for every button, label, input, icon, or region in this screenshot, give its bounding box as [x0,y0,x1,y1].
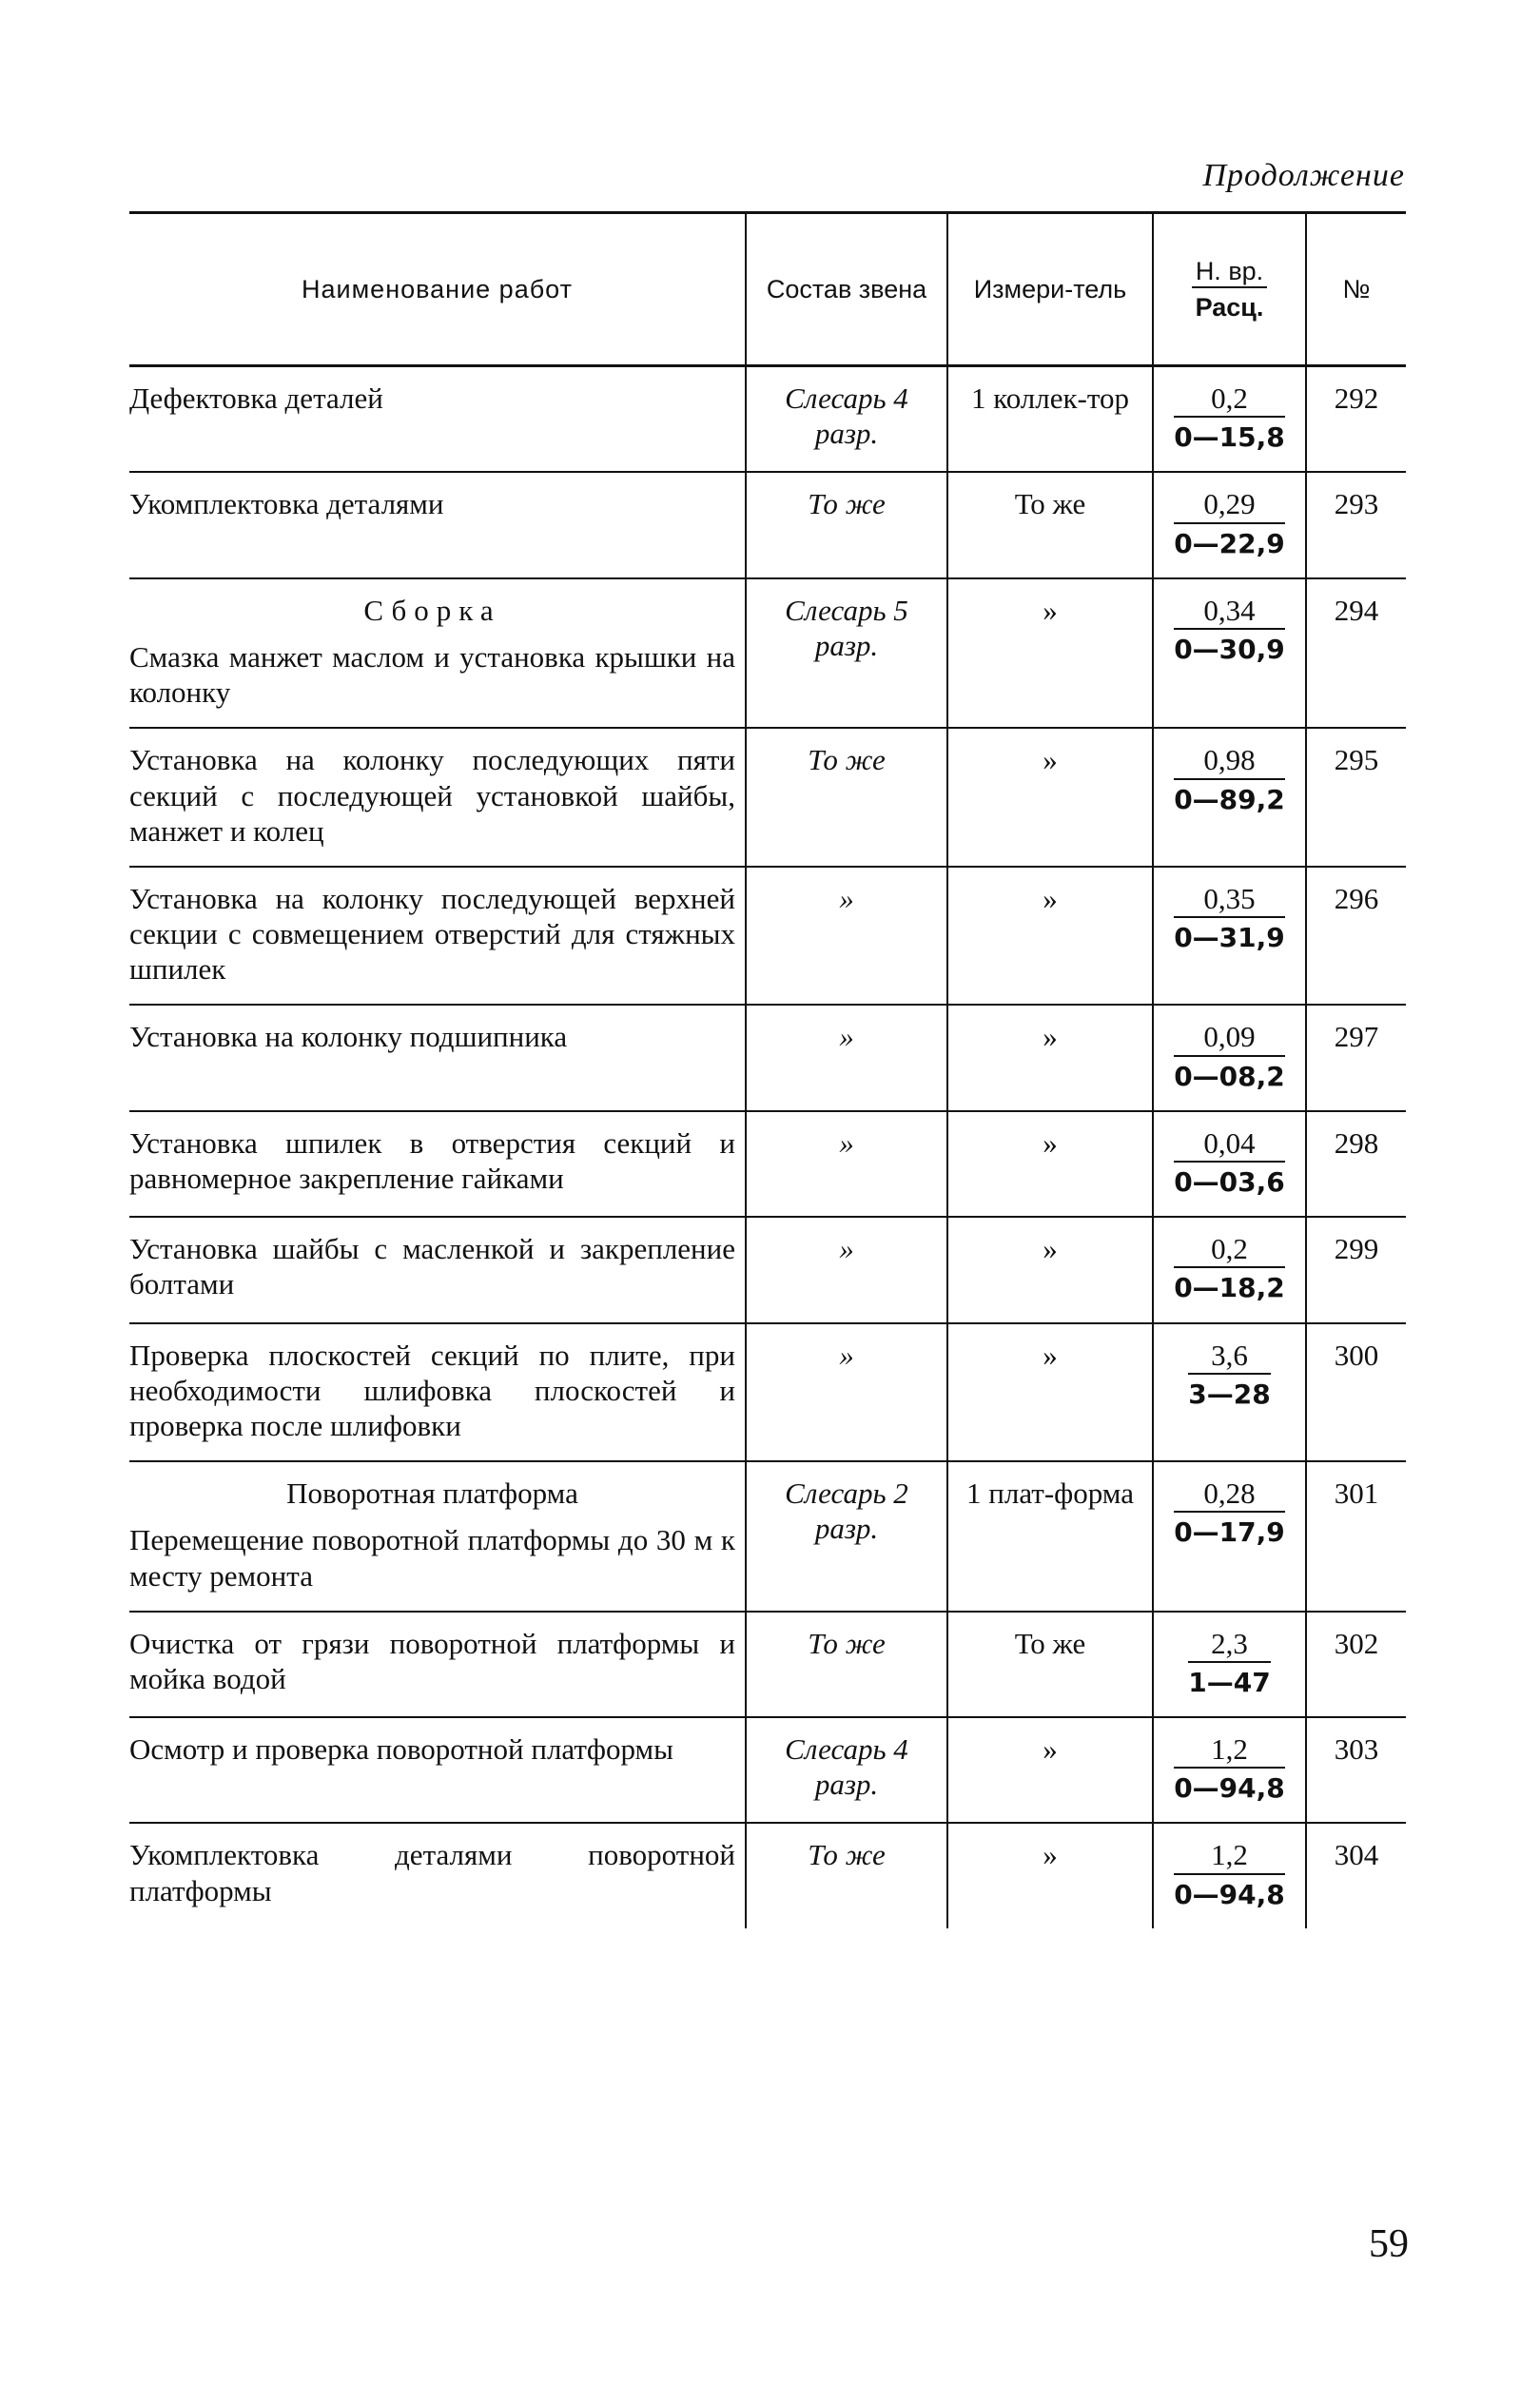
crew-cell: То же [746,728,947,867]
norm-cell [1153,366,1306,473]
meter-cell: » [947,1111,1153,1217]
meter-cell: » [947,1005,1153,1110]
work-name-cell [129,1823,746,1927]
work-name: Укомплектовка деталями поворотной платформы [129,1838,735,1907]
meter-cell: То же [947,472,1153,577]
work-name-cell [129,578,746,729]
item-number: 297 [1306,1005,1406,1110]
table-row [129,1612,1406,1717]
meter-cell: » [947,1217,1153,1322]
norm-time: 0,34 [1174,593,1285,630]
norm-rate: 0—18,2 [1174,1272,1285,1304]
norm-fraction [1174,1125,1285,1199]
crew-cell: » [746,1217,947,1322]
header-number: № [1306,213,1406,366]
crew-cell: То же [746,1612,947,1717]
table-row [129,578,1406,729]
table-row [129,1323,1406,1462]
meter-cell: » [947,1323,1153,1462]
norm-cell [1153,1612,1306,1717]
item-number: 303 [1306,1717,1406,1823]
header-norm-rate: Расц. [1195,293,1264,322]
item-number: 292 [1306,366,1406,473]
norm-time: 2,3 [1188,1626,1270,1663]
item-number: 296 [1306,867,1406,1006]
norm-time: 0,29 [1174,486,1285,523]
header-crew: Состав звена [746,213,947,366]
table-body [129,366,1406,1928]
norm-rate: 3—28 [1188,1378,1271,1410]
header-name: Наименование работ [129,213,746,366]
norm-rate: 0—30,9 [1174,633,1285,665]
norm-cell [1153,867,1306,1006]
item-number: 304 [1306,1823,1406,1927]
meter-cell: » [947,1717,1153,1823]
meter-cell: » [947,728,1153,867]
norm-time: 0,98 [1174,742,1285,779]
table-row [129,867,1406,1006]
header-meter: Измери-тель [947,213,1153,366]
norm-fraction [1174,593,1285,666]
norm-rate: 0—22,9 [1174,527,1285,559]
table-row [129,1823,1406,1927]
meter-cell: » [947,867,1153,1006]
work-name: Дефектовка деталей [129,381,383,415]
work-name-cell [129,1111,746,1217]
item-number: 295 [1306,728,1406,867]
norm-fraction [1174,881,1285,954]
norm-cell [1153,1217,1306,1322]
norm-rate: 0—89,2 [1174,783,1285,815]
norm-fraction [1174,381,1285,454]
table-row [129,1717,1406,1823]
work-name: Очистка от грязи поворотной платформы и мойка водой [129,1626,735,1695]
norm-time: 3,6 [1188,1338,1270,1375]
norm-cell [1153,1323,1306,1462]
norm-fraction [1174,1231,1285,1304]
norm-fraction [1174,1837,1285,1910]
work-name-cell [129,1461,746,1612]
table-header [129,213,1406,366]
norm-time: 0,2 [1174,381,1285,418]
table-row [129,472,1406,577]
section-title: Сборка [363,593,501,627]
work-name: Перемещение поворотной платформы до 30 м к месту ремонта [129,1523,735,1593]
work-name: Укомплектовка деталями [129,487,444,521]
continuation-label: Продолжение [1202,158,1405,193]
crew-cell: То же [746,472,947,577]
norm-cell [1153,1823,1306,1927]
norm-rate: 0—08,2 [1174,1060,1285,1092]
norm-time: 0,09 [1174,1019,1285,1056]
item-number: 294 [1306,578,1406,729]
norm-fraction [1188,1338,1270,1411]
table-row [129,1461,1406,1612]
work-name: Установка на колонку последующих пяти секций с последующей установкой шайбы, манжет и колец [129,743,735,848]
norm-fraction [1174,1731,1285,1805]
norm-fraction [1188,1626,1270,1699]
work-name: Установка на колонку последующей верхней секции с совмещением отверстий для стяжных шпилек [129,881,735,987]
section-title: Поворотная платформа [286,1476,578,1511]
work-name-cell [129,1217,746,1322]
norm-fraction [1174,1476,1285,1549]
work-name-cell [129,1612,746,1717]
item-number: 302 [1306,1612,1406,1717]
norm-cell [1153,472,1306,577]
norm-fraction [1174,1019,1285,1092]
work-name-cell [129,867,746,1006]
meter-cell: То же [947,1612,1153,1717]
norm-time: 1,2 [1174,1837,1285,1874]
meter-cell: 1 коллек-тор [947,366,1153,473]
norm-rate: 0—94,8 [1174,1878,1285,1910]
crew-cell: То же [746,1823,947,1927]
norm-fraction [1174,486,1285,559]
work-name-cell [129,1005,746,1110]
work-name: Установка шпилек в отверстия секций и равномерное закрепление гайками [129,1125,735,1195]
item-number: 293 [1306,472,1406,577]
meter-cell: » [947,1823,1153,1927]
work-name: Установка шайбы с масленкой и закрепление болтами [129,1232,735,1301]
page-number: 59 [1369,2222,1409,2266]
item-number: 300 [1306,1323,1406,1462]
meter-cell: » [947,578,1153,729]
crew-cell: » [746,1323,947,1462]
norm-time: 0,28 [1174,1476,1285,1513]
table-row [129,366,1406,473]
item-number: 298 [1306,1111,1406,1217]
norm-rate: 0—15,8 [1174,421,1285,454]
work-name: Проверка плоскостей секций по плите, при необходимости шлифовка плоскостей и проверка после шлифовки [129,1338,735,1442]
work-name-cell [129,366,746,473]
work-name-cell [129,728,746,867]
header-norm-time: Н. вр. [1192,256,1267,288]
norm-time: 0,04 [1174,1125,1285,1163]
table-row [129,1217,1406,1322]
crew-cell: Слесарь 2 разр. [746,1461,947,1612]
norm-rate: 1—47 [1188,1666,1271,1698]
meter-cell: 1 плат-форма [947,1461,1153,1612]
norm-cell [1153,1461,1306,1612]
norm-cell [1153,1717,1306,1823]
work-name-cell [129,1717,746,1823]
crew-cell: Слесарь 5 разр. [746,578,947,729]
norms-table [129,211,1406,1928]
norm-fraction [1174,742,1285,815]
norm-time: 0,2 [1174,1231,1285,1268]
norm-cell [1153,1111,1306,1217]
crew-cell: Слесарь 4 разр. [746,1717,947,1823]
crew-cell: Слесарь 4 разр. [746,366,947,473]
norm-time: 1,2 [1174,1731,1285,1769]
header-norm [1153,213,1306,366]
norm-rate: 0—94,8 [1174,1772,1285,1805]
table-row [129,1005,1406,1110]
norm-time: 0,35 [1174,881,1285,918]
work-name-cell [129,472,746,577]
norm-cell [1153,728,1306,867]
work-name: Осмотр и проверка поворотной платформы [129,1732,673,1767]
crew-cell: » [746,1005,947,1110]
table-row [129,1111,1406,1217]
crew-cell: » [746,867,947,1006]
norm-rate: 0—17,9 [1174,1516,1285,1549]
item-number: 299 [1306,1217,1406,1322]
norms-table-container [129,211,1406,1928]
norm-cell [1153,1005,1306,1110]
work-name: Смазка манжет маслом и установка крышки на колонку [129,639,735,710]
work-name-cell [129,1323,746,1462]
table-row [129,728,1406,867]
norm-rate: 0—03,6 [1174,1166,1285,1198]
crew-cell: » [746,1111,947,1217]
norm-cell [1153,578,1306,729]
norm-rate: 0—31,9 [1174,922,1285,954]
work-name: Установка на колонку подшипника [129,1020,568,1054]
item-number: 301 [1306,1461,1406,1612]
